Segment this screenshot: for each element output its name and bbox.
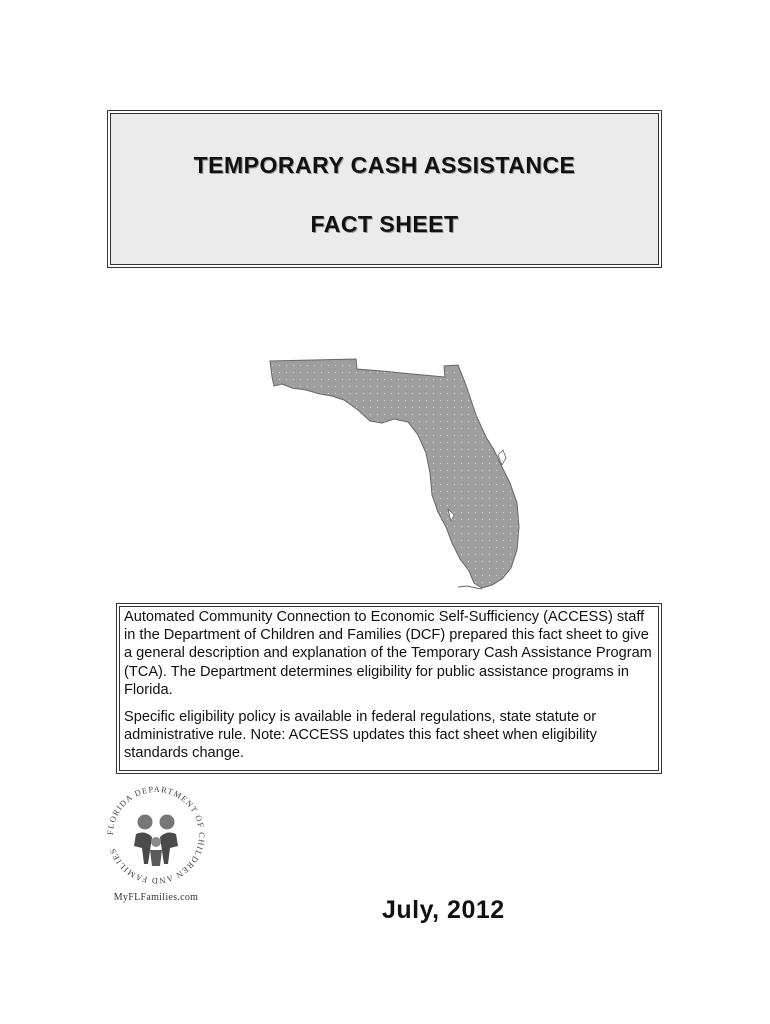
info-paragraph-1: Automated Community Connection to Economic Self-Sufficiency (ACCESS) staff in the Department of Children and Families (DCF) prepared this fact sheet to give a general description and explanation of the Temporary Cash Assistance Program (TCA). The Department determines eligibility for public assistance programs in Florida. [124,609,652,698]
florida-map-icon [262,355,527,590]
document-subtitle: FACT SHEET [310,211,459,237]
dcf-logo [100,782,212,906]
info-paragraph-2: Specific eligibility policy is available in federal regulations, state statute or administrative rule. Note: ACCESS updates this fact sheet when eligibility standards change. [124,709,597,762]
seal-ring-text: FLORIDA DEPARTMENT OF CHILDREN AND FAMILIES [105,784,207,886]
logo-url: MyFLFamilies.com [113,892,199,903]
publication-date: July, 2012 [382,896,505,924]
title-box-inner [110,113,659,265]
florida-dcf-seal-icon [100,782,212,888]
title-box [107,110,662,268]
document-title: TEMPORARY CASH ASSISTANCE [193,152,576,178]
info-box [116,603,662,774]
info-box-inner [119,606,659,771]
